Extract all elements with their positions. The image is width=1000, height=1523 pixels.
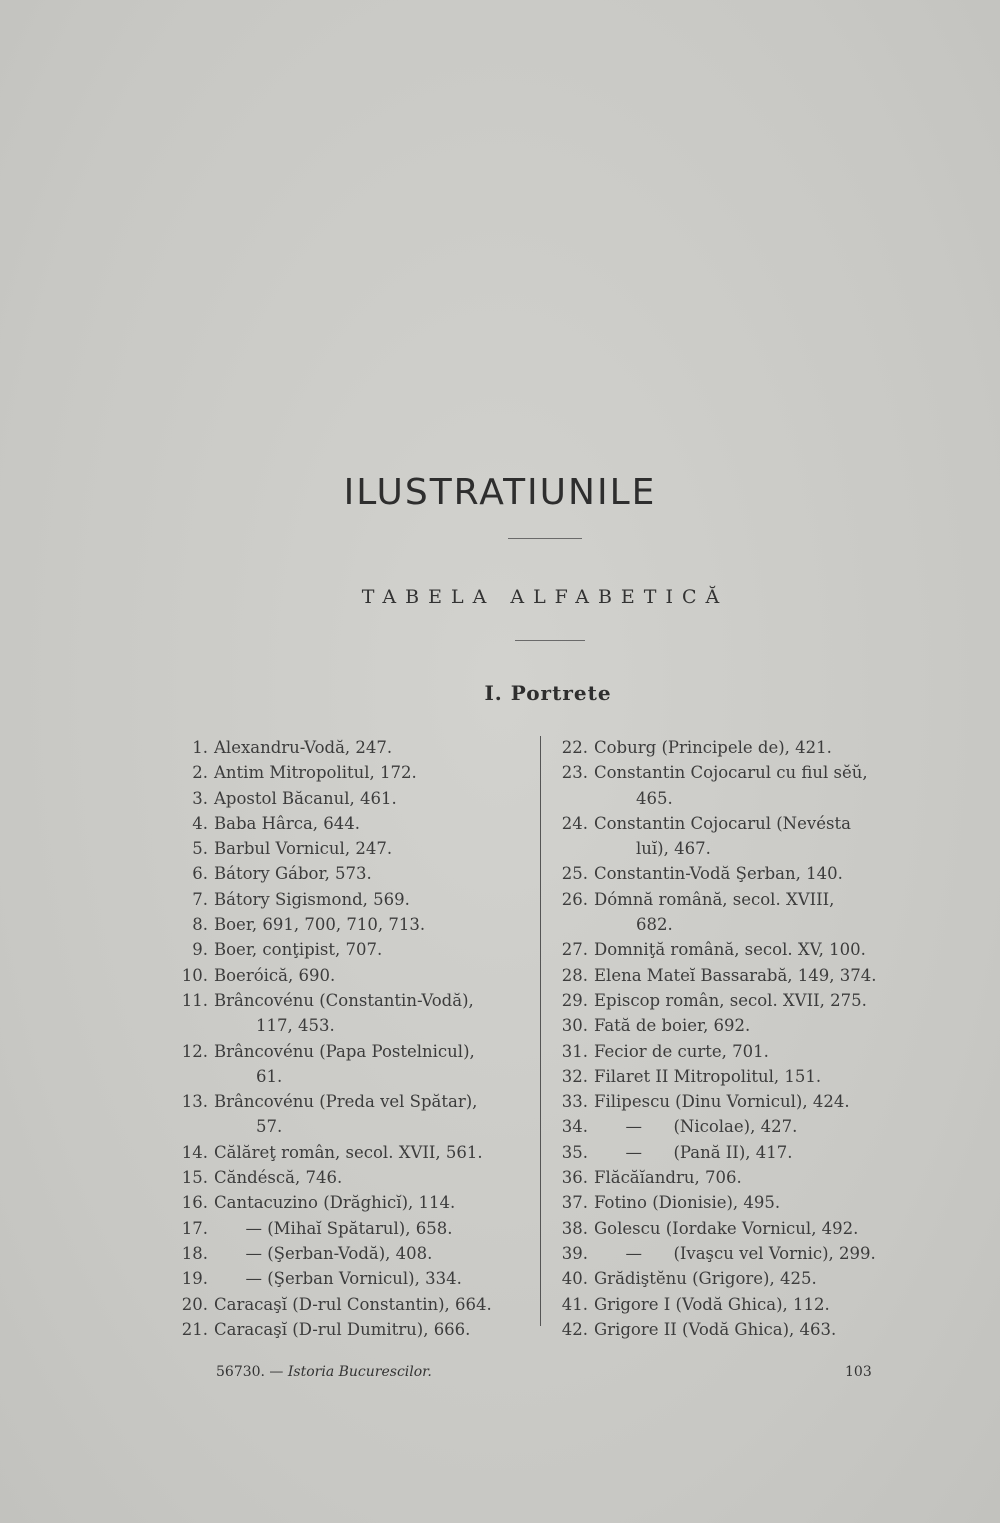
entry-continuation-line: 57. — [256, 1117, 283, 1137]
entry-line: — (Şerban-Vodă), 408. — [214, 1243, 433, 1263]
column-divider — [540, 736, 541, 1326]
entry-text — [594, 1140, 912, 1165]
page-title: ILUSTRATIUNILE — [343, 472, 657, 513]
entry-text — [594, 1013, 912, 1038]
index-entry — [550, 1190, 912, 1215]
index-entry — [550, 1039, 912, 1064]
entry-number: 7. — [192, 889, 208, 909]
index-entry — [170, 811, 532, 836]
entry-text — [594, 1216, 912, 1241]
index-entry — [170, 1165, 532, 1190]
entry-number: 36. — [561, 1168, 588, 1188]
index-entry — [170, 1039, 532, 1090]
entry-number: 38. — [561, 1218, 588, 1238]
footer-sheet-mark: 56730. — — [216, 1364, 284, 1380]
entry-continuation-line: 61. — [256, 1066, 283, 1086]
entry-number: 3. — [192, 788, 208, 808]
entry-line: Flăcăĭandru, 706. — [594, 1168, 742, 1188]
entry-text — [594, 811, 912, 862]
page-subtitle: TABELA ALFABETICĂ — [361, 586, 729, 608]
index-entry — [550, 1064, 912, 1089]
entry-text — [594, 1190, 912, 1215]
index-entry — [170, 1241, 532, 1266]
entry-number: 24. — [561, 813, 588, 833]
entry-line: — (Mihaĭ Spătarul), 658. — [214, 1218, 453, 1238]
entry-line: Coburg (Principele de), 421. — [594, 738, 832, 757]
index-entry — [170, 1089, 532, 1140]
entry-text — [214, 963, 532, 988]
footer-signature — [216, 1364, 432, 1380]
entry-text — [594, 1064, 912, 1089]
entry-text — [214, 1241, 532, 1266]
entry-text — [214, 1216, 532, 1241]
entry-line: — (Şerban Vornicul), 334. — [214, 1269, 462, 1289]
entry-number: 22. — [561, 738, 588, 757]
entry-line: Baba Hârca, 644. — [214, 813, 361, 833]
entry-number: 4. — [192, 813, 208, 833]
index-entry — [550, 1241, 912, 1266]
entry-number: 13. — [181, 1092, 208, 1112]
entry-text — [594, 760, 912, 811]
index-entry — [550, 1317, 912, 1342]
entry-text — [214, 912, 532, 937]
index-entry — [170, 861, 532, 886]
entry-line: Brâncovénu (Constantin-Vodă), — [214, 990, 474, 1010]
index-entry — [550, 861, 912, 886]
entry-number: 34. — [561, 1117, 588, 1137]
entry-line: Fotino (Dionisie), 495. — [594, 1193, 781, 1213]
entry-number: 25. — [561, 864, 588, 884]
footer-book-title: Istoria Bucurescilor. — [287, 1364, 432, 1380]
entry-text — [594, 1039, 912, 1064]
entry-line: Constantin Cojocarul (Nevésta — [594, 813, 851, 833]
entry-text — [214, 887, 532, 912]
entry-number: 2. — [192, 763, 208, 783]
entry-number: 16. — [181, 1193, 208, 1213]
entry-line: Fecior de curte, 701. — [594, 1041, 769, 1061]
entry-line: Constantin Cojocarul cu fiul sĕŭ, — [594, 763, 868, 783]
entry-text — [214, 1317, 532, 1342]
entry-line: Barbul Vornicul, 247. — [214, 839, 393, 859]
page-number: 103 — [845, 1364, 872, 1380]
entry-line: Grigore II (Vodă Ghica), 463. — [594, 1319, 837, 1339]
entry-number: 14. — [181, 1142, 208, 1162]
entry-line: Domniţă română, secol. XV, 100. — [594, 940, 866, 960]
entry-number: 17. — [181, 1218, 208, 1238]
entry-line: Brâncovénu (Preda vel Spătar), — [214, 1092, 478, 1112]
entry-text — [594, 735, 912, 760]
entry-line: Boeróică, 690. — [214, 965, 336, 985]
index-entry — [550, 1292, 912, 1317]
index-entry — [170, 937, 532, 962]
entry-line: — (Ivaşcu vel Vornic), 299. — [594, 1243, 876, 1263]
entry-number: 20. — [181, 1294, 208, 1314]
entry-text — [594, 963, 912, 988]
entry-line: Grigore I (Vodă Ghica), 112. — [594, 1294, 830, 1314]
index-entry — [550, 1140, 912, 1165]
entry-line: Caracaşĭ (D-rul Dumitru), 666. — [214, 1319, 471, 1339]
entry-text — [214, 1190, 532, 1215]
index-entry — [550, 735, 912, 760]
entry-text — [214, 811, 532, 836]
index-entry — [550, 760, 912, 811]
entry-number: 9. — [192, 940, 208, 960]
entry-number: 15. — [181, 1168, 208, 1188]
entry-number: 29. — [561, 990, 588, 1010]
entry-text — [594, 1266, 912, 1291]
index-entry — [550, 1089, 912, 1114]
entry-line: Cantacuzino (Drăghicĭ), 114. — [214, 1193, 456, 1213]
title-divider — [508, 538, 582, 539]
index-entry — [170, 1190, 532, 1215]
entry-number: 6. — [192, 864, 208, 884]
entry-line: Episcop român, secol. XVII, 275. — [594, 990, 867, 1010]
entry-line: Boer, conţipist, 707. — [214, 940, 383, 960]
entry-line: — (Nicolae), 427. — [594, 1117, 798, 1137]
entry-number: 21. — [181, 1319, 208, 1339]
entry-line: — (Pană II), 417. — [594, 1142, 793, 1162]
entry-text — [214, 937, 532, 962]
entry-text — [214, 988, 532, 1039]
entry-line: Grădiştĕnu (Grigore), 425. — [594, 1269, 817, 1289]
entry-number: 39. — [561, 1243, 588, 1263]
entry-text — [214, 1292, 532, 1317]
entry-text — [594, 887, 912, 938]
entry-text — [214, 861, 532, 886]
index-entry — [550, 988, 912, 1013]
index-entry — [170, 1266, 532, 1291]
entry-number: 27. — [561, 940, 588, 960]
entry-line: Caracaşĭ (D-rul Constantin), 664. — [214, 1294, 492, 1314]
entry-text — [214, 836, 532, 861]
index-entry — [550, 937, 912, 962]
index-entry — [170, 735, 532, 760]
entry-line: Călăreţ român, secol. XVII, 561. — [214, 1142, 483, 1162]
index-column-left — [170, 735, 532, 1342]
index-entry — [170, 963, 532, 988]
index-entry — [170, 1292, 532, 1317]
entry-text — [214, 760, 532, 785]
entry-line: Elena Mateĭ Bassarabă, 149, 374. — [594, 965, 877, 985]
index-entry — [550, 963, 912, 988]
entry-text — [594, 1114, 912, 1139]
index-entry — [170, 1317, 532, 1342]
entry-number: 35. — [561, 1142, 588, 1162]
entry-number: 18. — [181, 1243, 208, 1263]
entry-number: 28. — [561, 965, 588, 985]
entry-line: Căndéscă, 746. — [214, 1168, 343, 1188]
index-entry — [550, 1013, 912, 1038]
entry-text — [594, 1241, 912, 1266]
entry-line: Bátory Gábor, 573. — [214, 864, 372, 884]
entry-line: Bátory Sigismond, 569. — [214, 889, 410, 909]
entry-number: 37. — [561, 1193, 588, 1213]
index-entry — [170, 912, 532, 937]
entry-number: 5. — [192, 839, 208, 859]
entry-number: 30. — [561, 1016, 588, 1036]
entry-line: Dómnă română, secol. XVIII, — [594, 889, 835, 909]
entry-number: 41. — [561, 1294, 588, 1314]
entry-text — [594, 937, 912, 962]
index-entry — [550, 1114, 912, 1139]
entry-line: Constantin-Vodă Şerban, 140. — [594, 864, 843, 884]
entry-number: 8. — [192, 915, 208, 935]
entry-number: 33. — [561, 1092, 588, 1112]
index-entry — [550, 1266, 912, 1291]
index-entry — [170, 1140, 532, 1165]
entry-number: 12. — [181, 1041, 208, 1061]
entry-text — [214, 1089, 532, 1140]
entry-line: Fată de boier, 692. — [594, 1016, 751, 1036]
entry-continuation-line: 465. — [636, 788, 673, 808]
index-entry — [550, 1165, 912, 1190]
index-entry — [550, 811, 912, 862]
entry-continuation-line: 682. — [636, 915, 673, 935]
entry-line: Filaret II Mitropolitul, 151. — [594, 1066, 822, 1086]
index-entry — [170, 1216, 532, 1241]
entry-line: Brâncovénu (Papa Postelnicul), — [214, 1041, 475, 1061]
index-entry — [170, 786, 532, 811]
index-entry — [170, 988, 532, 1039]
subtitle-divider — [515, 640, 585, 641]
entry-line: Alexandru-Vodă, 247. — [214, 738, 393, 757]
entry-number: 11. — [181, 990, 208, 1010]
entry-line: Golescu (Iordake Vornicul, 492. — [594, 1218, 859, 1238]
index-entry — [550, 887, 912, 938]
entry-continuation-line: luĭ), 467. — [636, 839, 711, 859]
entry-text — [594, 1165, 912, 1190]
entry-number: 40. — [561, 1269, 588, 1289]
index-entry — [170, 887, 532, 912]
entry-text — [214, 735, 532, 760]
index-entry — [170, 760, 532, 785]
entry-number: 23. — [561, 763, 588, 783]
index-entry — [170, 836, 532, 861]
entry-number: 32. — [561, 1066, 588, 1086]
entry-text — [214, 786, 532, 811]
entry-number: 1. — [192, 738, 208, 757]
entry-number: 26. — [561, 889, 588, 909]
entry-text — [594, 1317, 912, 1342]
entry-line: Antim Mitropolitul, 172. — [214, 763, 417, 783]
entry-text — [214, 1165, 532, 1190]
section-title: I. Portrete — [484, 681, 612, 705]
entry-text — [214, 1039, 532, 1090]
entry-text — [594, 1292, 912, 1317]
entry-number: 31. — [561, 1041, 588, 1061]
entry-number: 19. — [181, 1269, 208, 1289]
entry-line: Boer, 691, 700, 710, 713. — [214, 915, 426, 935]
entry-text — [594, 988, 912, 1013]
index-entry — [550, 1216, 912, 1241]
entry-line: Filipescu (Dinu Vornicul), 424. — [594, 1092, 850, 1112]
entry-text — [594, 861, 912, 886]
entry-text — [214, 1140, 532, 1165]
entry-text — [214, 1266, 532, 1291]
entry-number: 10. — [181, 965, 208, 985]
entry-continuation-line: 117, 453. — [256, 1016, 335, 1036]
index-column-right — [550, 735, 912, 1342]
entry-line: Apostol Băcanul, 461. — [214, 788, 397, 808]
entry-number: 42. — [561, 1319, 588, 1339]
entry-text — [594, 1089, 912, 1114]
